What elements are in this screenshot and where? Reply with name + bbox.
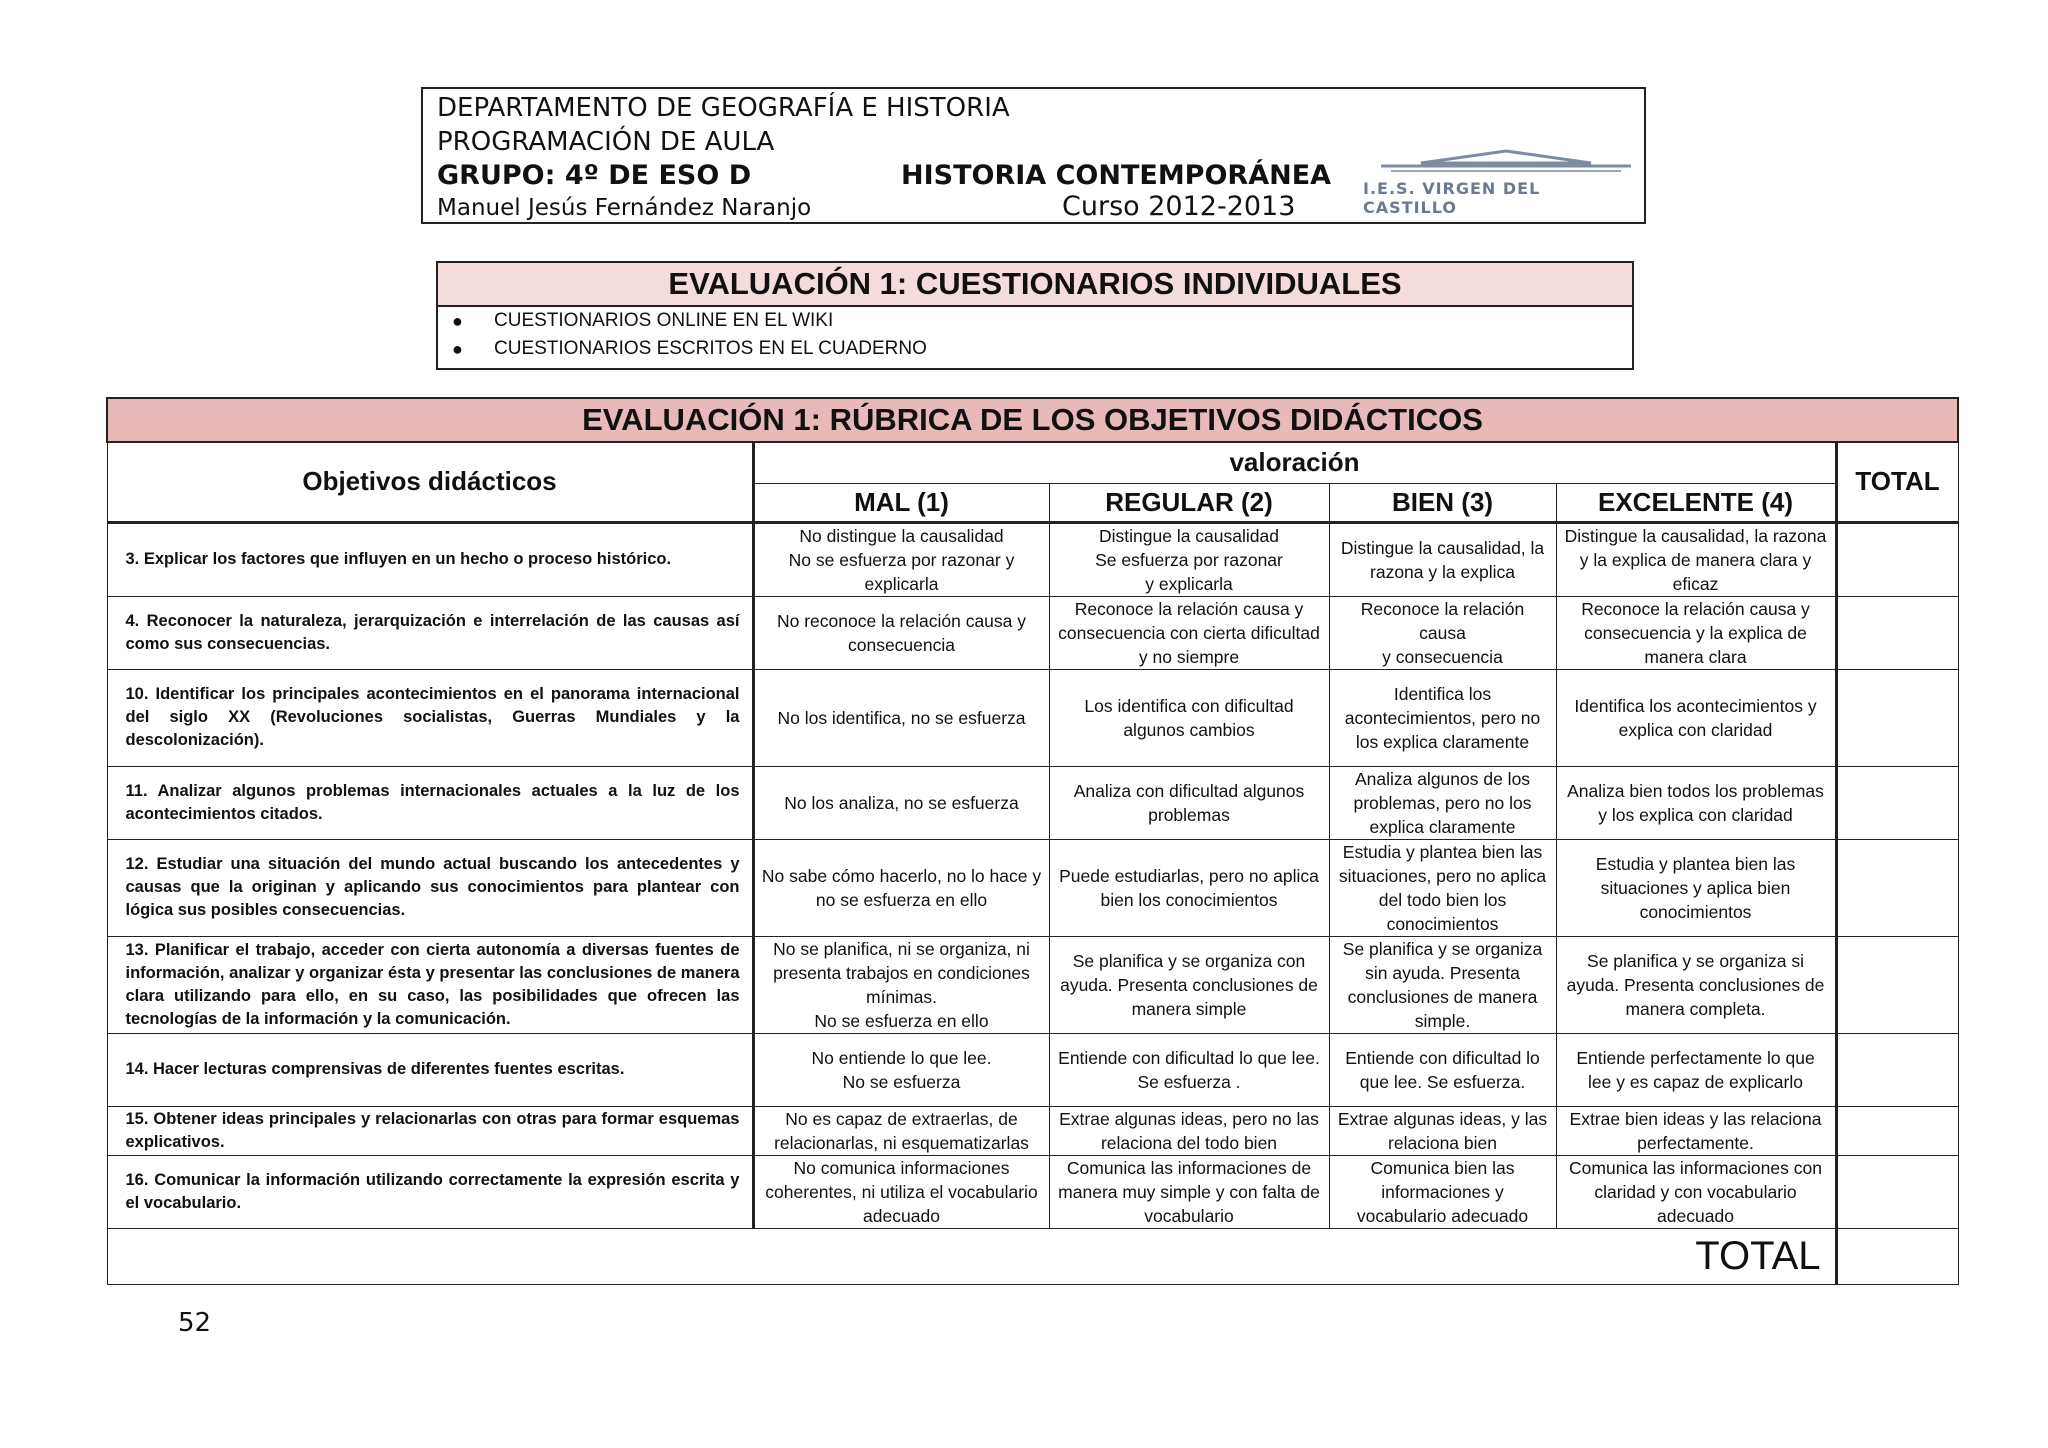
grand-total-cell[interactable] — [1836, 1228, 1958, 1284]
logo-text: I.E.S. VIRGEN DEL CASTILLO — [1363, 179, 1541, 217]
mal-cell: No reconoce la relación causa y consecuencia — [753, 596, 1049, 669]
bien-cell: Estudia y plantea bien las situaciones, pero no aplica del todo bien los conocimientos — [1329, 839, 1556, 936]
table-row — [107, 1033, 1958, 1106]
program-line: PROGRAMACIÓN DE AULA — [437, 127, 775, 157]
total-label: TOTAL — [107, 1228, 1836, 1284]
regular-cell: Distingue la causalidad Se esfuerza por razonar y explicarla — [1049, 522, 1329, 596]
table-row — [107, 1155, 1958, 1228]
bien-cell: Analiza algunos de los problemas, pero no los explica claramente — [1329, 766, 1556, 839]
row-total-cell[interactable] — [1836, 1106, 1958, 1155]
bien-cell: Distingue la causalidad, la razona y la explica — [1329, 522, 1556, 596]
rubric-title-row — [107, 398, 1958, 442]
objective-cell: 10. Identificar los principales acontecimientos en el panorama internacional del siglo XX (Revoluciones socialistas, Guerras Mundiales y la descolonización). — [107, 669, 753, 766]
mal-cell: No los analiza, no se esfuerza — [753, 766, 1049, 839]
document-header — [421, 87, 1646, 224]
mal-cell: No entiende lo que lee. No se esfuerza — [753, 1033, 1049, 1106]
rubric-body — [107, 522, 1958, 1228]
page-number: 52 — [178, 1308, 212, 1338]
rubric-table — [106, 397, 1959, 1285]
mal-cell: No sabe cómo hacerlo, no lo hace y no se esfuerza en ello — [753, 839, 1049, 936]
total-header: TOTAL — [1836, 442, 1958, 522]
valoracion-header: valoración — [753, 442, 1836, 483]
objective-cell: 12. Estudiar una situación del mundo actual buscando los antecedentes y causas que la originan y aplicando sus conocimientos para plantear con lógica sus posibles consecuencias. — [107, 839, 753, 936]
objective-cell: 11. Analizar algunos problemas internacionales actuales a la luz de los acontecimientos citados. — [107, 766, 753, 839]
mal-cell: No se planifica, ni se organiza, ni presenta trabajos en condiciones mínimas. No se esfuerza en ello — [753, 936, 1049, 1033]
total-row — [107, 1228, 1958, 1284]
level-regular-header: REGULAR (2) — [1049, 483, 1329, 522]
excelente-cell: Reconoce la relación causa y consecuencia y la explica de manera clara — [1556, 596, 1836, 669]
row-total-cell[interactable] — [1836, 766, 1958, 839]
row-total-cell[interactable] — [1836, 1155, 1958, 1228]
excelente-cell: Identifica los acontecimientos y explica con claridad — [1556, 669, 1836, 766]
bien-cell: Entiende con dificultad lo que lee. Se esfuerza. — [1329, 1033, 1556, 1106]
regular-cell: Extrae algunas ideas, pero no las relaciona del todo bien — [1049, 1106, 1329, 1155]
questionnaires-title: EVALUACIÓN 1: CUESTIONARIOS INDIVIDUALES — [438, 263, 1632, 307]
header-row — [107, 442, 1958, 483]
regular-cell: Reconoce la relación causa y consecuencia con cierta dificultad y no siempre — [1049, 596, 1329, 669]
table-row — [107, 596, 1958, 669]
author-name: Manuel Jesús Fernández Naranjo — [437, 195, 812, 221]
regular-cell: Los identifica con dificultad algunos cambios — [1049, 669, 1329, 766]
excelente-cell: Estudia y plantea bien las situaciones y aplica bien conocimientos — [1556, 839, 1836, 936]
row-total-cell[interactable] — [1836, 669, 1958, 766]
questionnaires-list — [438, 307, 1632, 363]
bullet-icon: ● — [452, 339, 463, 359]
building-roof-icon — [1381, 149, 1631, 173]
regular-cell: Puede estudiarlas, pero no aplica bien los conocimientos — [1049, 839, 1329, 936]
row-total-cell[interactable] — [1836, 1033, 1958, 1106]
group-label: GRUPO: 4º DE ESO D — [437, 160, 752, 191]
bien-cell: Se planifica y se organiza sin ayuda. Presenta conclusiones de manera simple. — [1329, 936, 1556, 1033]
school-logo — [1351, 149, 1635, 217]
table-row — [107, 936, 1958, 1033]
mal-cell: No distingue la causalidad No se esfuerza por razonar y explicarla — [753, 522, 1049, 596]
table-row — [107, 1106, 1958, 1155]
rubric-title: EVALUACIÓN 1: RÚBRICA DE LOS OBJETIVOS DIDÁCTICOS — [107, 398, 1958, 442]
objective-cell: 16. Comunicar la información utilizando correctamente la expresión escrita y el vocabulario. — [107, 1155, 753, 1228]
mal-cell: No es capaz de extraerlas, de relacionarlas, ni esquematizarlas — [753, 1106, 1049, 1155]
table-row — [107, 669, 1958, 766]
objective-cell: 4. Reconocer la naturaleza, jerarquización e interrelación de las causas así como sus consecuencias. — [107, 596, 753, 669]
subject-label: HISTORIA CONTEMPORÁNEA — [901, 160, 1332, 191]
questionnaires-box — [436, 261, 1634, 370]
regular-cell: Comunica las informaciones de manera muy simple y con falta de vocabulario — [1049, 1155, 1329, 1228]
bien-cell: Reconoce la relación causa y consecuencia — [1329, 596, 1556, 669]
excelente-cell: Extrae bien ideas y las relaciona perfectamente. — [1556, 1106, 1836, 1155]
table-row — [107, 522, 1958, 596]
row-total-cell[interactable] — [1836, 839, 1958, 936]
objective-cell: 13. Planificar el trabajo, acceder con cierta autonomía a diversas fuentes de información, analizar y organizar ésta y presentar las conclusiones de manera clara utilizando para ello, en su caso, las posibilidades que ofrecen las tecnologías de la información y la comunicación. — [107, 936, 753, 1033]
bien-cell: Extrae algunas ideas, y las relaciona bien — [1329, 1106, 1556, 1155]
excelente-cell: Comunica las informaciones con claridad y con vocabulario adecuado — [1556, 1155, 1836, 1228]
level-mal-header: MAL (1) — [753, 483, 1049, 522]
objective-cell: 14. Hacer lecturas comprensivas de diferentes fuentes escritas. — [107, 1033, 753, 1106]
excelente-cell: Se planifica y se organiza si ayuda. Presenta conclusiones de manera completa. — [1556, 936, 1836, 1033]
course-year: Curso 2012-2013 — [1062, 191, 1296, 222]
mal-cell: No comunica informaciones coherentes, ni utiliza el vocabulario adecuado — [753, 1155, 1049, 1228]
excelente-cell: Entiende perfectamente lo que lee y es capaz de explicarlo — [1556, 1033, 1836, 1106]
bien-cell: Identifica los acontecimientos, pero no los explica claramente — [1329, 669, 1556, 766]
list-item: ● CUESTIONARIOS ONLINE EN EL WIKI — [438, 307, 1632, 335]
regular-cell: Analiza con dificultad algunos problemas — [1049, 766, 1329, 839]
bullet-icon: ● — [452, 311, 463, 331]
level-excelente-header: EXCELENTE (4) — [1556, 483, 1836, 522]
regular-cell: Entiende con dificultad lo que lee. Se esfuerza . — [1049, 1033, 1329, 1106]
table-row — [107, 839, 1958, 936]
mal-cell: No los identifica, no se esfuerza — [753, 669, 1049, 766]
row-total-cell[interactable] — [1836, 936, 1958, 1033]
department-line: DEPARTAMENTO DE GEOGRAFÍA E HISTORIA — [437, 93, 1010, 123]
table-row — [107, 766, 1958, 839]
level-bien-header: BIEN (3) — [1329, 483, 1556, 522]
list-item: ● CUESTIONARIOS ESCRITOS EN EL CUADERNO — [438, 335, 1632, 363]
row-total-cell[interactable] — [1836, 522, 1958, 596]
objective-cell: 15. Obtener ideas principales y relacionarlas con otras para formar esquemas explicativos. — [107, 1106, 753, 1155]
excelente-cell: Distingue la causalidad, la razona y la explica de manera clara y eficaz — [1556, 522, 1836, 596]
objectives-header: Objetivos didácticos — [107, 442, 753, 522]
objective-cell: 3. Explicar los factores que influyen en un hecho o proceso histórico. — [107, 522, 753, 596]
row-total-cell[interactable] — [1836, 596, 1958, 669]
excelente-cell: Analiza bien todos los problemas y los explica con claridad — [1556, 766, 1836, 839]
regular-cell: Se planifica y se organiza con ayuda. Presenta conclusiones de manera simple — [1049, 936, 1329, 1033]
bien-cell: Comunica bien las informaciones y vocabulario adecuado — [1329, 1155, 1556, 1228]
